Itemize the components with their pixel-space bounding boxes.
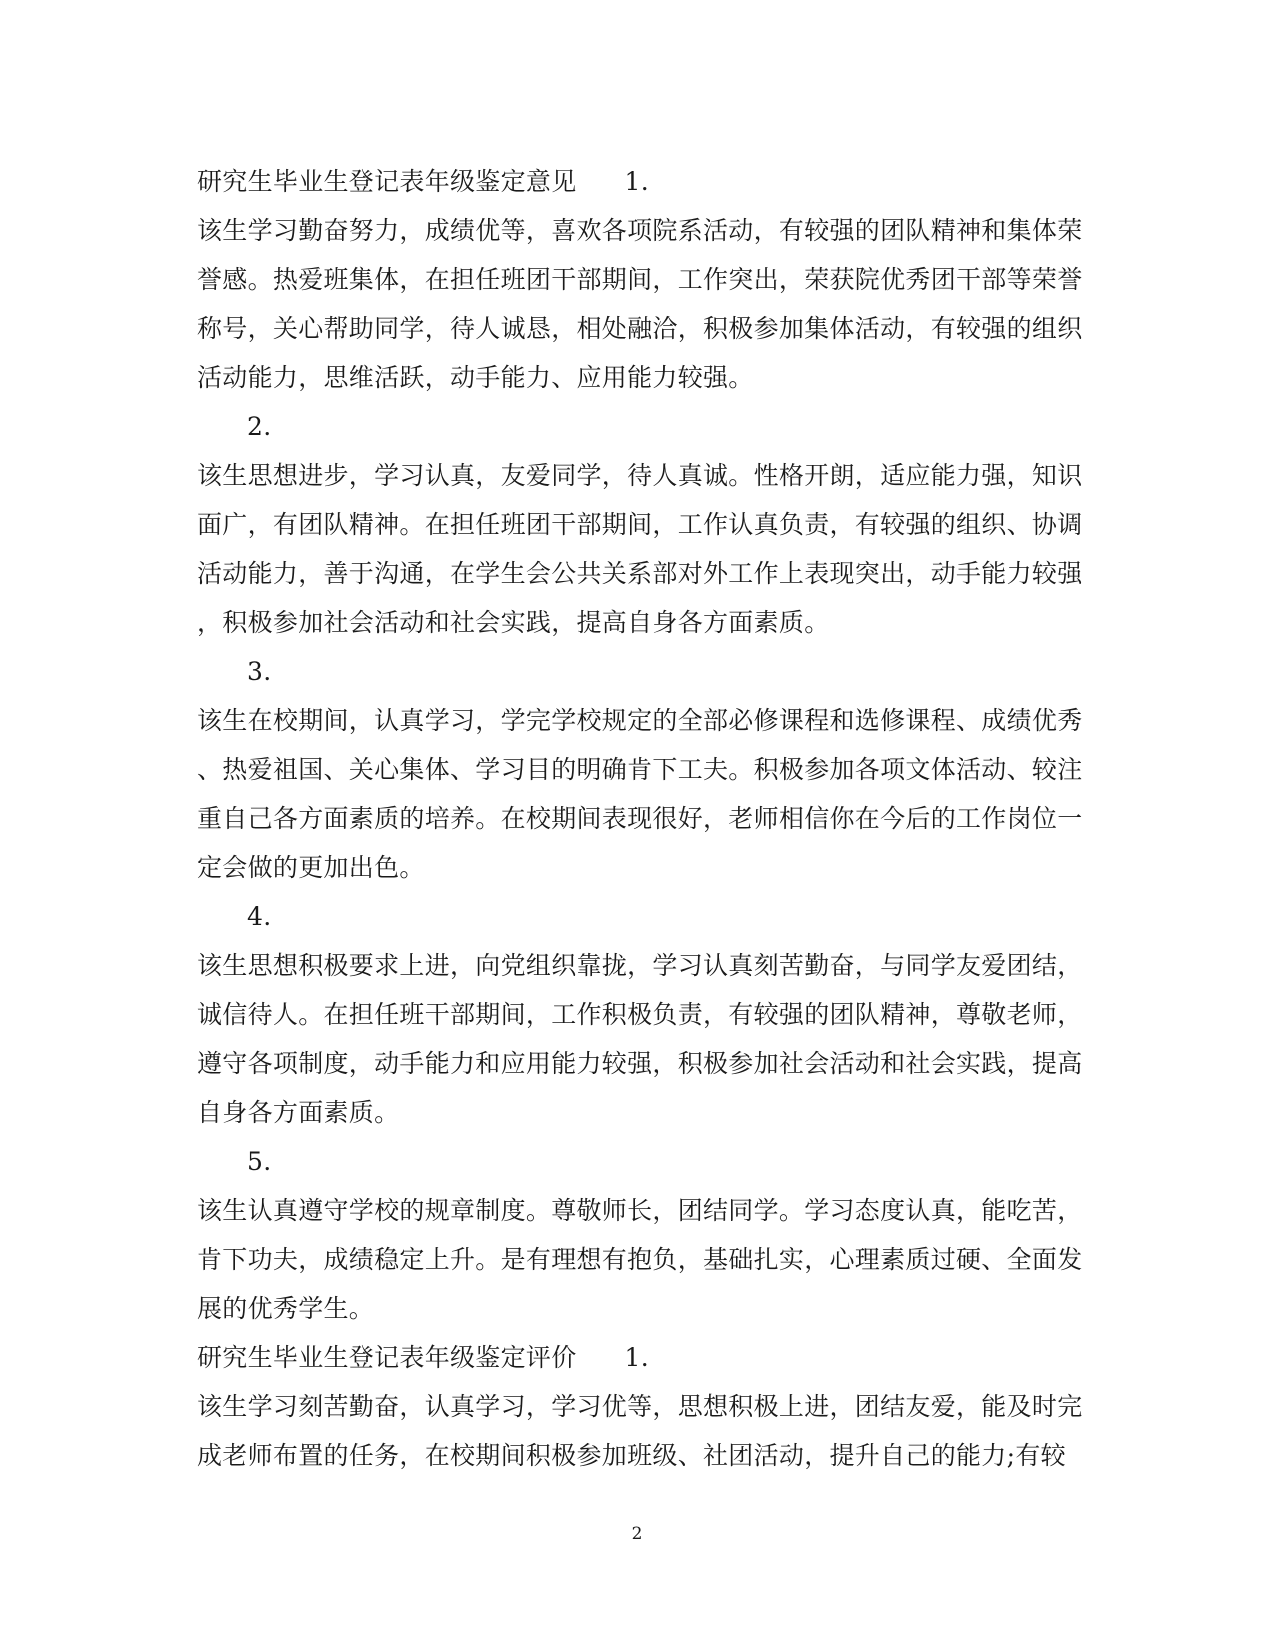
paragraph-line: 活动能力，善于沟通，在学生会公共关系部对外工作上表现突出，动手能力较强 [197,559,1083,588]
evaluation-paragraph-1 [197,1382,1083,1480]
item-number: 3. [247,657,272,686]
paragraph-line: 肯下功夫，成绩稳定上升。是有理想有抱负，基础扎实，心理素质过硬、全面发 [197,1245,1083,1274]
item-number: 2. [247,412,272,441]
paragraph-line: 誉感。热爱班集体，在担任班团干部期间，工作突出，荣获院优秀团干部等荣誉 [197,265,1083,294]
paragraph-line: 自身各方面素质。 [197,1098,400,1127]
paragraph-line: 诚信待人。在担任班干部期间，工作积极负责，有较强的团队精神，尊敬老师， [197,1000,1083,1029]
paragraph-line: 面广，有团队精神。在担任班团干部期间，工作认真负责，有较强的组织、协调 [197,510,1083,539]
paragraph-line: 该生学习勤奋努力，成绩优等，喜欢各项院系活动，有较强的团队精神和集体荣 [197,216,1083,245]
heading-text: 研究生毕业生登记表年级鉴定意见 [197,167,577,196]
heading-text: 研究生毕业生登记表年级鉴定评价 [197,1343,577,1372]
paragraph-line: 该生认真遵守学校的规章制度。尊敬师长，团结同学。学习态度认真，能吃苦， [197,1196,1083,1225]
paragraph-line: 定会做的更加出色。 [197,853,425,882]
paragraph-line: 该生学习刻苦勤奋，认真学习，学习优等，思想积极上进，团结友爱，能及时完 [197,1392,1083,1421]
paragraph-line: 该生思想积极要求上进，向党组织靠拢，学习认真刻苦勤奋，与同学友爱团结， [197,951,1083,980]
paragraph-line: 该生在校期间，认真学习，学完学校规定的全部必修课程和选修课程、成绩优秀 [197,706,1083,735]
section-heading-evaluation [197,1333,1077,1382]
paragraph-line: 该生思想进步，学习认真，友爱同学，待人真诚。性格开朗，适应能力强，知识 [197,461,1083,490]
page-number: 2 [631,1524,643,1544]
item-number: 1. [624,1343,649,1372]
paragraph-line: ，积极参加社会活动和社会实践，提高自身各方面素质。 [197,608,830,637]
appraisal-paragraph-2 [197,451,1083,647]
appraisal-paragraph-5 [197,1186,1083,1333]
document-body [197,157,1083,1480]
item-number: 1. [624,167,649,196]
appraisal-paragraph-1 [197,206,1083,402]
paragraph-line: 活动能力，思维活跃，动手能力、应用能力较强。 [197,363,754,392]
paragraph-line: 重自己各方面素质的培养。在校期间表现很好，老师相信你在今后的工作岗位一 [197,804,1083,833]
paragraph-line: 遵守各项制度，动手能力和应用能力较强，积极参加社会活动和社会实践，提高 [197,1049,1083,1078]
appraisal-paragraph-3 [197,696,1083,892]
paragraph-line: 、热爱祖国、关心集体、学习目的明确肯下工夫。积极参加各项文体活动、较注 [197,755,1083,784]
paragraph-line: 称号，关心帮助同学，待人诚恳，相处融洽，积极参加集体活动，有较强的组织 [197,314,1083,343]
paragraph-line: 成老师布置的任务，在校期间积极参加班级、社团活动，提升自己的能力;有较 [197,1441,1066,1470]
section-heading-opinion [197,157,1077,206]
paragraph-line: 展的优秀学生。 [197,1294,375,1323]
item-number: 5. [247,1147,272,1176]
appraisal-paragraph-4 [197,941,1083,1137]
item-number: 4. [247,902,272,931]
